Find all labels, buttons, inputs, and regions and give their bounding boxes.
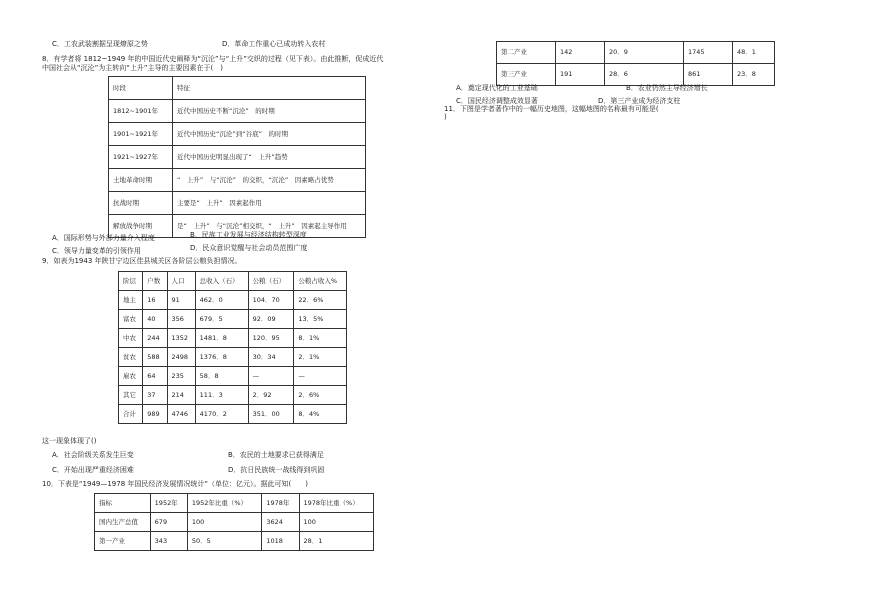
table-header-cell: 1978年	[262, 494, 299, 513]
q10-table-continued	[496, 41, 775, 86]
table-header-cell: 人口	[167, 272, 195, 291]
q9-follow: 这一现象体现了()	[42, 437, 97, 445]
table-header-row	[119, 272, 347, 291]
table-header-row	[109, 77, 366, 100]
table-cell: 104．70	[248, 291, 294, 310]
q10-option-a: A．奠定现代化的工业基础	[456, 84, 538, 92]
table-cell: 第三产业	[497, 64, 556, 86]
q8-option-a: A．国际形势与外部力量介入程度	[52, 234, 155, 242]
table-cell: 235	[167, 367, 195, 386]
q11-stem-line1: 11．下图是学者著作中的一幅历史地图，这幅地图的名称最有可能是(	[444, 105, 662, 114]
table-row	[95, 532, 374, 551]
table-header-cell: 公粮（石）	[248, 272, 294, 291]
table-cell: 91	[167, 291, 195, 310]
q8-table	[108, 76, 366, 238]
table-cell: 富农	[119, 310, 143, 329]
q9-stem: 9．如表为1943 年陕甘宁边区佳县城关区各阶层公粮负担情况。	[42, 257, 246, 266]
table-cell: 合计	[119, 405, 143, 424]
q10-table	[94, 493, 374, 551]
table-cell: 37	[143, 386, 167, 405]
table-cell: 地主	[119, 291, 143, 310]
table-cell: 588	[143, 348, 167, 367]
table-cell: 16	[143, 291, 167, 310]
table-cell: 土地革命时期	[109, 169, 173, 192]
table-row	[109, 123, 366, 146]
q8-option-b: B．民族工业发展与经济结构转型深度	[190, 231, 307, 239]
table-cell: 解放战争时期	[109, 215, 173, 238]
q10-option-d: D．第三产业成为经济支柱	[598, 97, 681, 105]
q7-option-c: C．工农武装割据呈现燎原之势	[52, 40, 148, 48]
table-cell: 其它	[119, 386, 143, 405]
table-cell: 雇农	[119, 367, 143, 386]
table-cell: 191	[556, 64, 605, 86]
table-header-cell: 阶层	[119, 272, 143, 291]
table-cell: 20．9	[605, 42, 684, 64]
table-row	[119, 348, 347, 367]
table-cell: 2．6%	[294, 386, 347, 405]
table-cell: 1352	[167, 329, 195, 348]
q9-option-a: A．社会阶级关系发生巨变	[52, 451, 134, 459]
table-header-cell: 公粮占收入%	[294, 272, 347, 291]
table-header-row	[95, 494, 374, 513]
table-row	[119, 405, 347, 424]
table-cell: 3624	[262, 513, 299, 532]
q10-stem: 10．下表是“1949—1978 年国民经济发展情况统计”（单位：亿元）。据此可知( )	[42, 480, 308, 488]
table-cell: 679．5	[195, 310, 248, 329]
table-row	[109, 192, 366, 215]
table-row	[497, 64, 775, 86]
table-cell: 462．0	[195, 291, 248, 310]
q9-option-c: C．开始出现严重经济困难	[52, 466, 134, 474]
table-cell: 主要是“ 上升” 因素起作用	[173, 192, 366, 215]
table-cell: 214	[167, 386, 195, 405]
table-header-cell: 1952年	[150, 494, 187, 513]
table-cell: 92．09	[248, 310, 294, 329]
table-header-cell: 特征	[173, 77, 366, 100]
q8-option-d: D．民众意识觉醒与社会动员范围广度	[190, 244, 308, 252]
q11-stem-line2: )	[444, 113, 447, 121]
q10-option-b: B．农业仍然主导经济增长	[626, 84, 708, 92]
table-cell: 100	[187, 513, 261, 532]
table-cell: 第二产业	[497, 42, 556, 64]
table-cell: 抗战时期	[109, 192, 173, 215]
table-cell: 40	[143, 310, 167, 329]
table-header-cell: 户数	[143, 272, 167, 291]
q9-option-b: B．农民的土地要求已获得满足	[228, 451, 324, 459]
table-cell: 244	[143, 329, 167, 348]
table-row	[109, 169, 366, 192]
q9-option-d: D．抗日民族统一战线得到巩固	[228, 466, 325, 474]
q8-stem-line2: 中国社会从“沉沦”为主转向“上升”主导的主要因素在于( )	[42, 64, 223, 72]
table-cell: 1901~1921年	[109, 123, 173, 146]
table-cell: 356	[167, 310, 195, 329]
table-cell: 13．5%	[294, 310, 347, 329]
table-cell: 989	[143, 405, 167, 424]
table-cell: 22．6%	[294, 291, 347, 310]
table-cell: 48．1	[733, 42, 775, 64]
q7-option-d: D．革命工作重心已成功转入农村	[222, 40, 326, 48]
table-cell: 8．4%	[294, 405, 347, 424]
table-cell: 30．34	[248, 348, 294, 367]
table-header-cell: 1952年比重（%）	[187, 494, 261, 513]
table-cell: 679	[150, 513, 187, 532]
table-cell: 861	[684, 64, 733, 86]
table-cell: 50．5	[187, 532, 261, 551]
table-cell: 近代中国历史明显出现了“ 上升”趋势	[173, 146, 366, 169]
table-cell: 1481．8	[195, 329, 248, 348]
q8-option-c: C．领导力量变革的引领作用	[52, 247, 141, 255]
table-row	[119, 291, 347, 310]
table-cell: 4746	[167, 405, 195, 424]
table-header-cell: 指标	[95, 494, 151, 513]
table-cell: 1018	[262, 532, 299, 551]
table-row	[497, 42, 775, 64]
table-cell: 是“ 上升” 与“沉沦”相交织，“ 上升” 因素起主导作用	[173, 215, 366, 238]
table-row	[109, 100, 366, 123]
q10-option-c: C．国民经济调整成效显著	[456, 97, 538, 105]
table-cell: 28．6	[605, 64, 684, 86]
table-cell: 1745	[684, 42, 733, 64]
table-cell: 近代中国历史“沉沦”到“谷底” 的时期	[173, 123, 366, 146]
table-cell: 58．8	[195, 367, 248, 386]
table-cell: 120．95	[248, 329, 294, 348]
table-cell: 2．92	[248, 386, 294, 405]
table-cell: 351．00	[248, 405, 294, 424]
table-cell: 国内生产总值	[95, 513, 151, 532]
table-cell: “ 上升” 与“沉沦” 的交织，“沉沦” 因素略占优势	[173, 169, 366, 192]
table-cell: 8．1%	[294, 329, 347, 348]
table-header-cell: 1978年比重（%）	[299, 494, 374, 513]
table-row	[119, 386, 347, 405]
table-cell: —	[248, 367, 294, 386]
table-row	[119, 367, 347, 386]
table-cell: 28．1	[299, 532, 374, 551]
table-cell: 111．3	[195, 386, 248, 405]
table-cell: 142	[556, 42, 605, 64]
table-cell: 23．8	[733, 64, 775, 86]
table-cell: —	[294, 367, 347, 386]
table-cell: 100	[299, 513, 374, 532]
table-cell: 4170．2	[195, 405, 248, 424]
table-row	[119, 310, 347, 329]
table-cell: 1921~1927年	[109, 146, 173, 169]
table-cell: 1376．8	[195, 348, 248, 367]
table-cell: 343	[150, 532, 187, 551]
table-cell: 2．1%	[294, 348, 347, 367]
table-row	[95, 513, 374, 532]
table-header-cell: 时段	[109, 77, 173, 100]
table-cell: 1812~1901年	[109, 100, 173, 123]
table-row	[119, 329, 347, 348]
table-cell: 中农	[119, 329, 143, 348]
table-row	[109, 146, 366, 169]
q8-stem-line1: 8．有学者将 1812~1949 年的中国近代史阐释为“沉沦”与“上升”交织的过程（见下表）。由此推断，促成近代	[42, 55, 384, 63]
q9-table	[118, 271, 347, 424]
table-cell: 近代中国历史不断“沉沦” 的时期	[173, 100, 366, 123]
table-cell: 64	[143, 367, 167, 386]
table-cell: 2498	[167, 348, 195, 367]
table-cell: 第一产业	[95, 532, 151, 551]
table-header-cell: 总收入（石）	[195, 272, 248, 291]
table-cell: 贫农	[119, 348, 143, 367]
